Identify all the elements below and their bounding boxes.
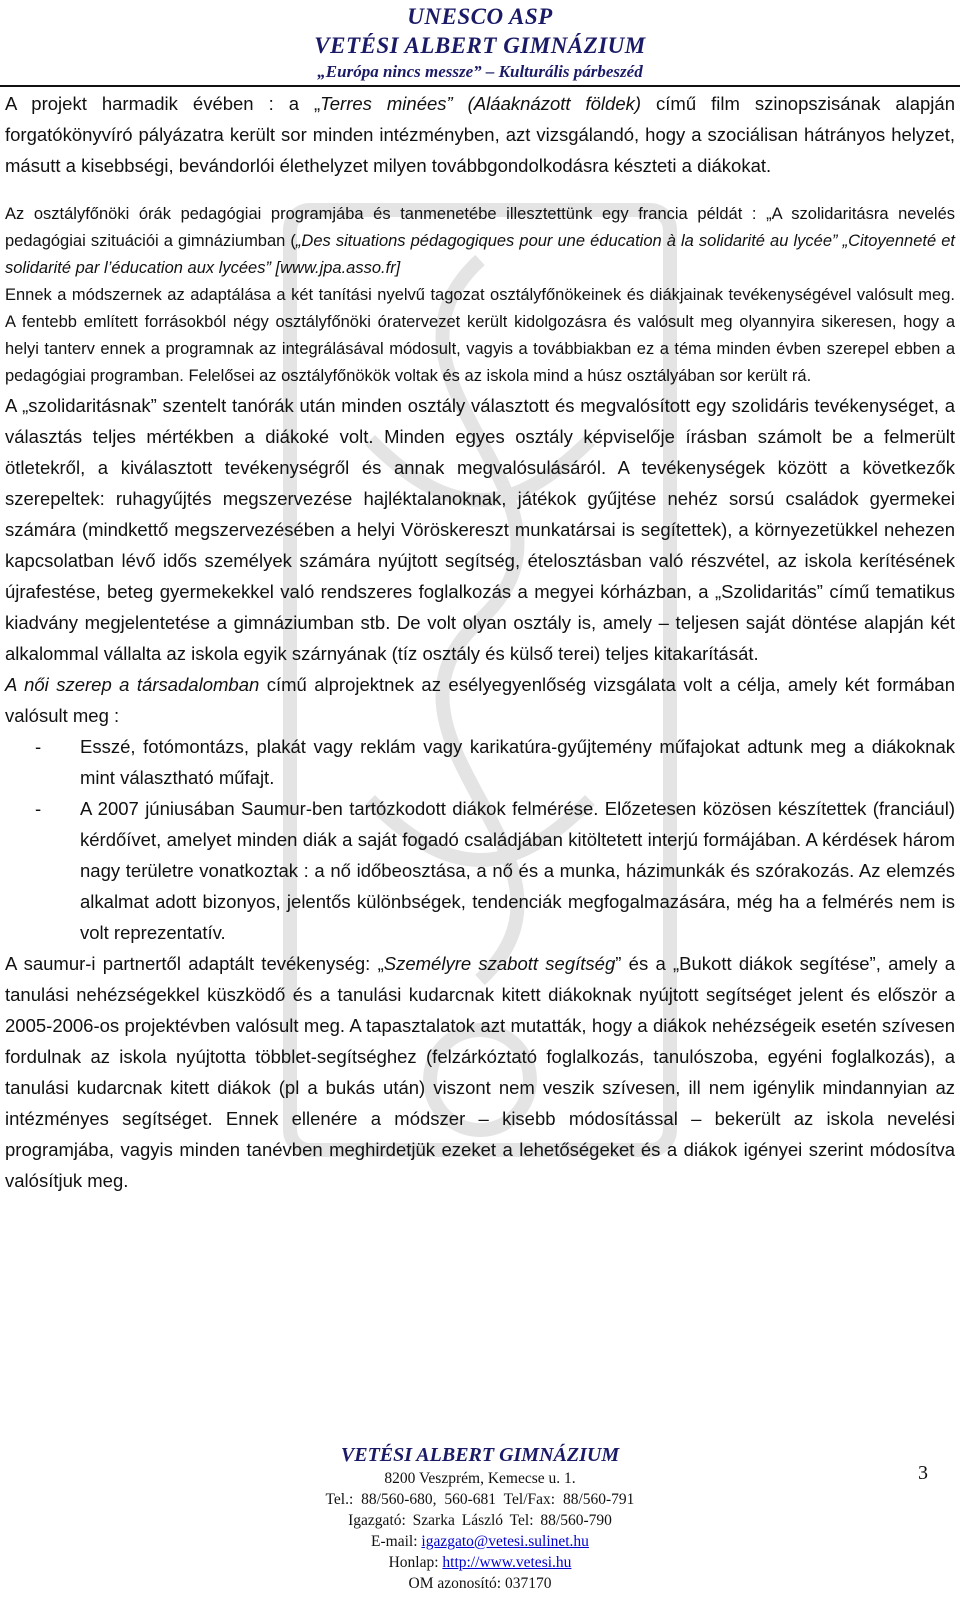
list-item (5, 793, 955, 948)
paragraph-solidarity-activities: A „szolidaritásnak” szentelt tanórák után minden osztály választott és megvalósított egy szolidáris tevékenységet, a választás teljes mértékben a diákoké volt. Minden egyes osztály képviselője írásban számolt be a felmerült ötletekről, a kiválasztott tevékenységről és annak megvalósulásáról. A tevékenységek között a következők szerepeltek: ruhagyűjtés megszervezése hajléktalanoknak, játékok gyűjtése nehéz sorsú családok gyermekei számára (mindkettő megszervezésében a helyi Vöröskereszt munkatársai is segítettek), a környezetükkel nehezen kapcsolatban lévő idős személyek számára nyújtott segítség, ételosztásban való részvétel, az iskola kerítésének újrafestése, beteg gyermekekkel való rendszeres foglalkozás a megyei kórházban, a „Szolidaritás” című tematikus kiadvány megjelentetése a gimnáziumban stb. De volt olyan osztály is, amely – teljesen saját döntése alapján két alkalommal vállalta az iskola egyik szárnyának (tíz osztály és külső terei) teljes kitakarítását. (5, 395, 955, 664)
footer-email-line (0, 1531, 960, 1552)
page-footer (0, 1442, 960, 1594)
text-run: A saumur-i partnertől adaptált tevékenység: „ (5, 953, 384, 974)
footer-address: 8200 Veszprém, Kemecse u. 1. (384, 1470, 576, 1487)
list-dash: - (35, 798, 42, 819)
text-run: című alprojektnek az esélyegyenlőség vizsgálata volt a célja, amely két formában valósult meg : (5, 674, 955, 726)
list-dash: - (35, 736, 42, 757)
header-project-title: „Európa nincs messze” – Kulturális párbeszéd (317, 62, 643, 81)
list-item-text: A 2007 júniusában Saumur-ben tartózkodott diákok felmérése. Előzetesen közösen készítettek (franciául) kérdőívet, amelyet minden diák a saját fogadó családjában kitöltetett interjú formájában. A kérdések három nagy területre vonatkoztak : a nő időbeosztása, a nő és a munka, házimunkák és szórakozás. Az elemzés alkalmat adott bizonyos, jelentős különbségek, tendenciák megfogalmazására, még ha a felmérés nem is volt reprezentatív. (80, 798, 955, 943)
list-item-text: Esszé, fotómontázs, plakát vagy reklám vagy karikatúra-gyűjtemény műfajokat adtunk meg a diákoknak mint választható műfajt. (80, 736, 955, 788)
paragraph-adaptation: Ennek a módszernek az adaptálása a két tanítási nyelvű tagozat osztályfőnökeinek és diákjainak tevékenységével valósult meg. A fentebb említett forrásokból négy osztályfőnöki óratervezet került kidolgozásra és valósult meg olyannyira sikeresen, hogy a helyi tanterv ennek a programnak az integrálásával módosult, vagyis a továbbiakban ez a téma minden évben szerepel ebben a pedagógiai programban. Felelősei az osztályfőnökök voltak és az iskola mind a húsz osztályában sor került rá. (5, 286, 955, 385)
text-run: A projekt harmadik évében : a „ (5, 93, 321, 114)
french-source-titles: „Des situations pédagogiques pour une éducation à la solidarité au lycée” „Citoyenneté et solidarité par l’éducation aux lycées” [www.jpa.asso.fr] (5, 232, 955, 277)
text-run: Az osztályfőnöki órák pedagógiai programjába és tanmenetébe illesztettünk egy francia példát : „A szolidaritásra nevelés pedagógiai (5, 205, 955, 250)
activity-title: Személyre szabott segítség (383, 953, 616, 974)
email-link[interactable]: igazgato@vetesi.sulinet.hu (421, 1533, 589, 1550)
paragraph-french-example (5, 201, 955, 282)
footer-web-line (0, 1552, 960, 1573)
website-link[interactable]: http://www.vetesi.hu (442, 1554, 572, 1571)
text-run: ” és a „Bukott diákok segítése”, amely a tanulási nehézségekkel küszködő és a tanulási kudarcnak kitett diákoknak nyújtott segítséget jelent és először a 2005-2006-os projektévben valósult meg. A tapasztalatok azt mutatták, hogy a diákok nehézségeik esetén szívesen fordulnak az iskola nyújtotta többlet-segítséghez (felzárkóztató foglalkozás, tanulószoba, egyéni foglalkozás), a tanulási kudarcnak kitett diákok (pl a bukás után) viszont nem veszik szívesen, ill nem igénylik mindannyian az intézményes segítséget. Ennek ellenére a módszer – kisebb módosítással – bekerült az iskola nevelési programjába, vagyis minden tanévben meghirdetjük ezeket a lehetőségeket és a diákok igényei szerint módosítva valósítjuk meg. (5, 953, 956, 1191)
header-school-name: VETÉSI ALBERT GIMNÁZIUM (314, 33, 646, 58)
paragraph-film-synopsis (5, 88, 955, 181)
page-header (0, 0, 960, 84)
footer-om-id: OM azonosító: 037170 (408, 1575, 552, 1592)
web-label: Honlap: (388, 1554, 443, 1571)
footer-school-name: VETÉSI ALBERT GIMNÁZIUM (340, 1444, 620, 1466)
film-title: Terres minées” (Aláaknázott földek) (320, 93, 642, 114)
footer-phone: Tel.: 88/560-680, 560-681 Tel/Fax: 88/560-791 (325, 1491, 635, 1508)
document-body (5, 88, 955, 1196)
email-label: E-mail: (371, 1533, 422, 1550)
footer-director: Igazgató: Szarka László Tel: 88/560-790 (348, 1512, 612, 1529)
paragraph-personal-help (5, 948, 955, 1196)
header-unesco: UNESCO ASP (407, 4, 553, 29)
text-run: szituációi a gimnáziumban ( (85, 232, 296, 250)
list-item (5, 731, 955, 793)
page-number: 3 (918, 1462, 928, 1484)
subproject-forms-list (5, 731, 955, 948)
header-divider (0, 85, 960, 87)
text-run: című film szinopszisának alapján forgatókönyvíró pályázatra került sor minden intézményben, azt vizsgálandó, hogy a szociálisan hátrányos helyzet, másutt a kisebbségi, bevándorlói élethelyzet milyen továbbgondolkodásra készteti a diákokat. (5, 93, 955, 176)
subproject-title: A női szerep a társadalomban (5, 674, 260, 695)
paragraph-women-role (5, 669, 955, 731)
